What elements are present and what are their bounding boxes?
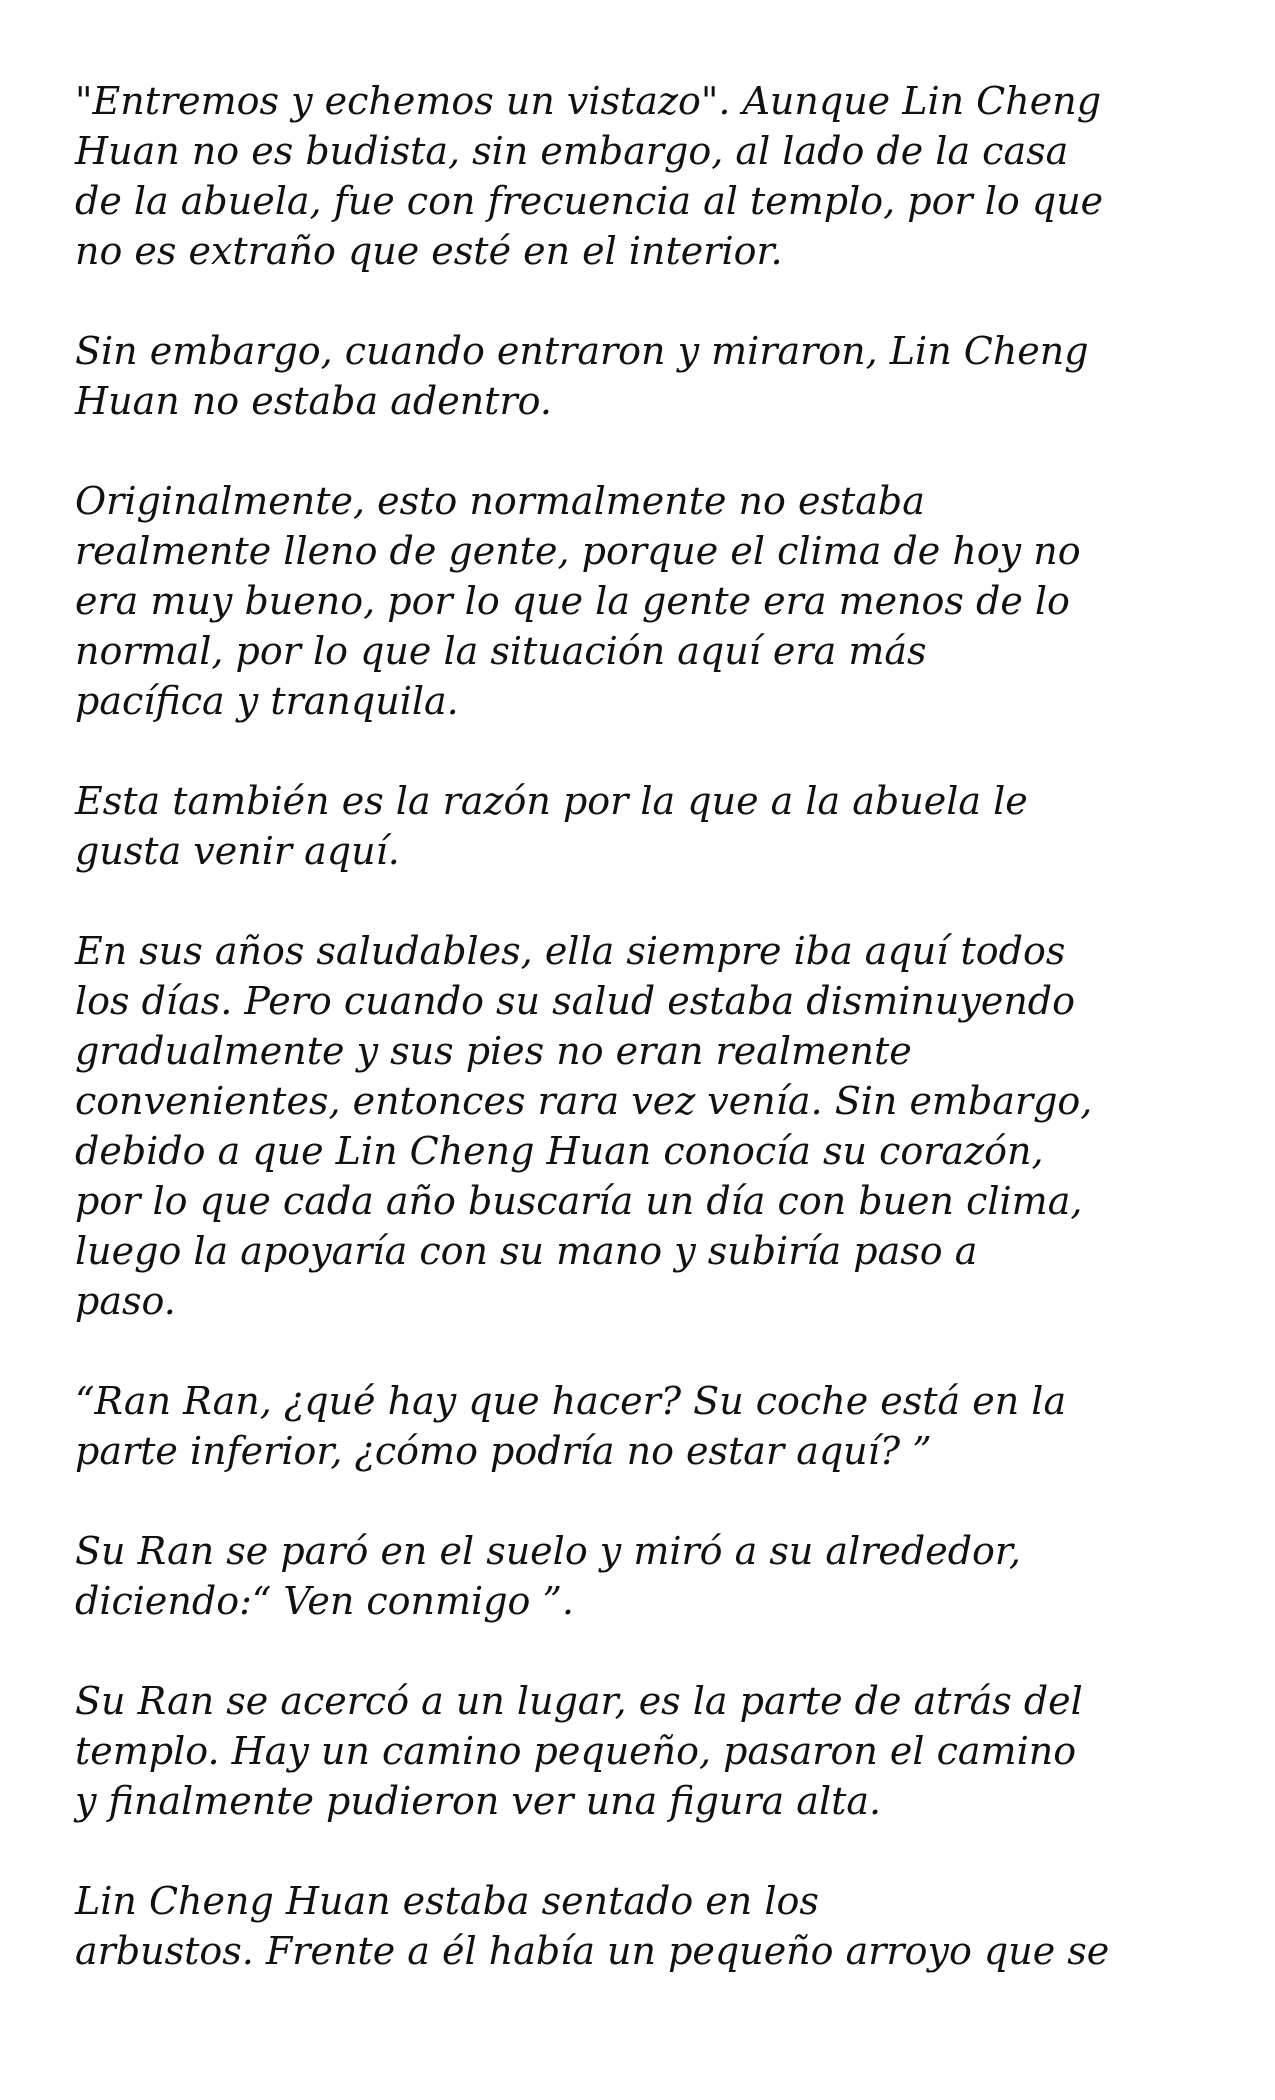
text-line: Sin embargo, cuando entraron y miraron, Lin Cheng [75,329,1089,373]
paragraph-5 [75,926,1215,1326]
text-line: normal, por lo que la situación aquí era más [75,629,927,673]
text-line: no es extraño que esté en el interior. [75,229,783,273]
text-line: de la abuela, fue con frecuencia al templo, por lo que [75,179,1104,223]
paragraph-6 [75,1376,1215,1476]
text-line: Su Ran se acercó a un lugar, es la parte de atrás del [75,1679,1083,1723]
paragraph-9 [75,1876,1215,1976]
text-line: los días. Pero cuando su salud estaba disminuyendo [75,979,1076,1023]
text-line: “Ran Ran, ¿qué hay que hacer? Su coche está en la [75,1379,1067,1423]
text-line: por lo que cada año buscaría un día con buen clima, [75,1179,1083,1223]
text-line: Su Ran se paró en el suelo y miró a su alrededor, [75,1529,1021,1573]
text-line: Originalmente, esto normalmente no estaba [75,479,925,523]
paragraph-2 [75,326,1215,426]
text-line: Huan no estaba adentro. [75,379,552,423]
paragraph-8 [75,1676,1215,1826]
text-line: paso. [75,1279,176,1323]
paragraph-7 [75,1526,1215,1626]
text-line: realmente lleno de gente, porque el clima de hoy no [75,529,1081,573]
paragraph-3 [75,476,1215,726]
text-line: Huan no es budista, sin embargo, al lado de la casa [75,129,1069,173]
text-line: "Entremos y echemos un vistazo". Aunque Lin Cheng [75,79,1102,123]
text-line: y finalmente pudieron ver una figura alta. [75,1779,882,1823]
text-line: parte inferior, ¿cómo podría no estar aquí? ” [75,1429,932,1473]
text-line: era muy bueno, por lo que la gente era menos de lo [75,579,1070,623]
text-line: Esta también es la razón por la que a la abuela le [75,779,1028,823]
document-page [75,76,1215,2026]
text-line: convenientes, entonces rara vez venía. Sin embargo, [75,1079,1093,1123]
text-line: pacífica y tranquila. [75,679,459,723]
text-line: Lin Cheng Huan estaba sentado en los [75,1879,819,1923]
text-line: En sus años saludables, ella siempre iba aquí todos [75,929,1066,973]
text-line: debido a que Lin Cheng Huan conocía su corazón, [75,1129,1044,1173]
paragraph-4 [75,776,1215,876]
text-line: gusta venir aquí. [75,829,400,873]
paragraph-1 [75,76,1215,276]
text-line: arbustos. Frente a él había un pequeño arroyo que se [75,1929,1110,1973]
text-line: templo. Hay un camino pequeño, pasaron el camino [75,1729,1077,1773]
text-line: gradualmente y sus pies no eran realmente [75,1029,912,1073]
text-line: luego la apoyaría con su mano y subiría paso a [75,1229,978,1273]
text-line: diciendo:“ Ven conmigo ”. [75,1579,574,1623]
